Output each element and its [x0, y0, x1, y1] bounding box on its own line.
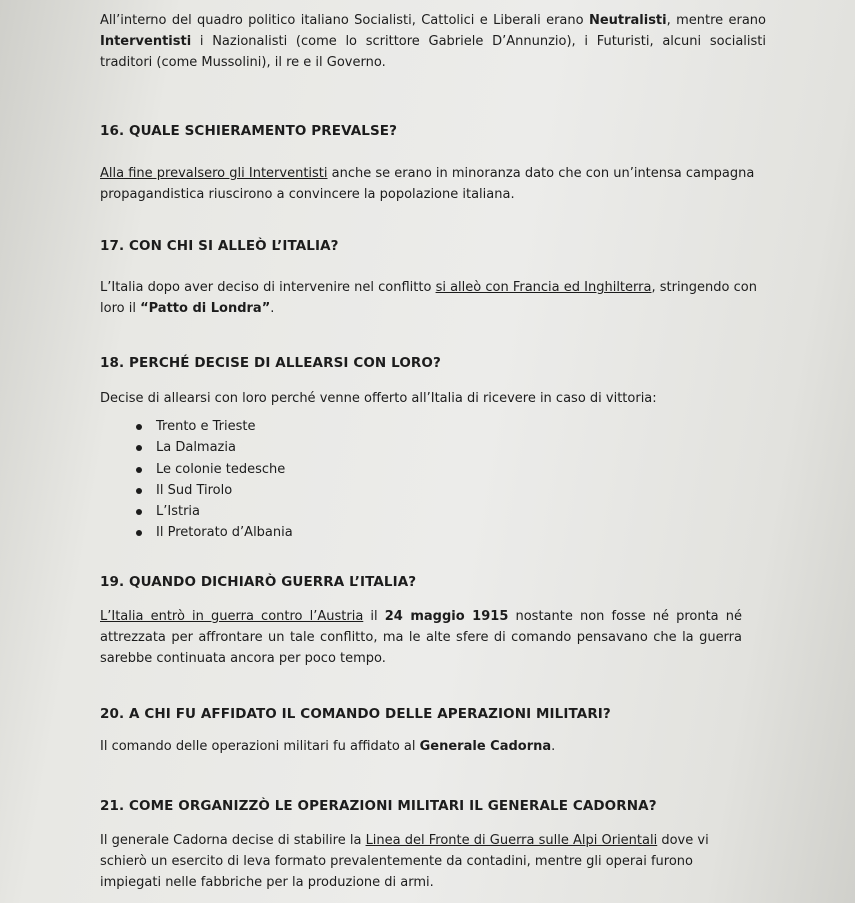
intro-paragraph — [100, 10, 766, 73]
question-18-title: 18. PERCHÉ DECISE DI ALLEARSI CON LORO? — [100, 355, 441, 371]
patto-di-londra: “Patto di Londra” — [140, 301, 271, 316]
list-item: Trento e Trieste — [120, 416, 293, 437]
list-item: La Dalmazia — [120, 437, 293, 458]
answer-20 — [100, 736, 765, 757]
list-item: Le colonie tedesche — [120, 459, 293, 480]
answer-20-text: Il comando delle operazioni militari fu affidato al — [100, 739, 420, 754]
question-21-title: 21. COME ORGANIZZÒ LE OPERAZIONI MILITARI IL GENERALE CADORNA? — [100, 798, 657, 814]
question-17-title: 17. CON CHI SI ALLEÒ L’ITALIA? — [100, 238, 339, 254]
neutralisti-term: Neutralisti — [588, 13, 667, 28]
intro-text: All’interno del quadro politico italiano Socialisti, Cattolici e Liberali erano — [100, 13, 589, 28]
list-item: Il Pretorato d’Albania — [120, 522, 293, 543]
question-16-title: 16. QUALE SCHIERAMENTO PREVALSE? — [100, 123, 398, 139]
answer-16-text: anche se erano in minoranza dato che con un’intensa campagna propagandistica riuscirono a convincere la popolazione italiana. — [100, 166, 755, 202]
answer-17-text: . — [270, 301, 275, 316]
intro-text: , mentre erano — [666, 13, 766, 28]
answer-19 — [100, 606, 742, 669]
answer-19-text: il — [363, 609, 385, 624]
answer-19-highlight: L’Italia entrò in guerra contro l’Austria — [100, 609, 364, 624]
answer-19-text: nostante non fosse né pronta né attrezzata per affrontare un tale conflitto, ma le alte sfere di comando pensavano che la guerra sarebbe continuata ancora per poco tempo. — [100, 609, 742, 666]
question-20-title: 20. A CHI FU AFFIDATO IL COMANDO DELLE APERAZIONI MILITARI? — [100, 706, 611, 722]
answer-16 — [100, 163, 765, 205]
intro-text: i Nazionalisti (come lo scrittore Gabriele D’Annunzio), i Futuristi, alcuni socialisti traditori (come Mussolini), il re e il Governo. — [100, 34, 766, 70]
promised-territories-list — [120, 416, 293, 544]
list-item: L’Istria — [120, 501, 293, 522]
answer-16-highlight: Alla fine prevalsero gli Interventisti — [100, 166, 328, 181]
answer-21-highlight: Linea del Fronte di Guerra sulle Alpi Orientali — [365, 833, 658, 848]
interventisti-term: Interventisti — [100, 34, 192, 49]
answer-21-text: Il generale Cadorna decise di stabilire la — [100, 833, 366, 848]
answer-18: Decise di allearsi con loro perché venne offerto all’Italia di ricevere in caso di vittoria: — [100, 391, 657, 406]
answer-17-text: L’Italia dopo aver deciso di intervenire nel conflitto — [100, 280, 436, 295]
answer-17 — [100, 277, 765, 319]
answer-21 — [100, 830, 750, 893]
answer-17-text: , stringendo con loro il — [100, 280, 757, 316]
answer-20-text: . — [551, 739, 556, 754]
generale-cadorna: Generale Cadorna — [419, 739, 552, 754]
question-19-title: 19. QUANDO DICHIARÒ GUERRA L’ITALIA? — [100, 574, 417, 590]
list-item: Il Sud Tirolo — [120, 480, 293, 501]
answer-21-text: dove vi schierò un esercito di leva formato prevalentemente da contadini, mentre gli operai furono impiegati nelle fabbriche per la produzione di armi. — [100, 833, 709, 890]
date-24-maggio-1915: 24 maggio 1915 — [384, 609, 509, 624]
answer-17-highlight: si alleò con Francia ed Inghilterra — [435, 280, 652, 295]
